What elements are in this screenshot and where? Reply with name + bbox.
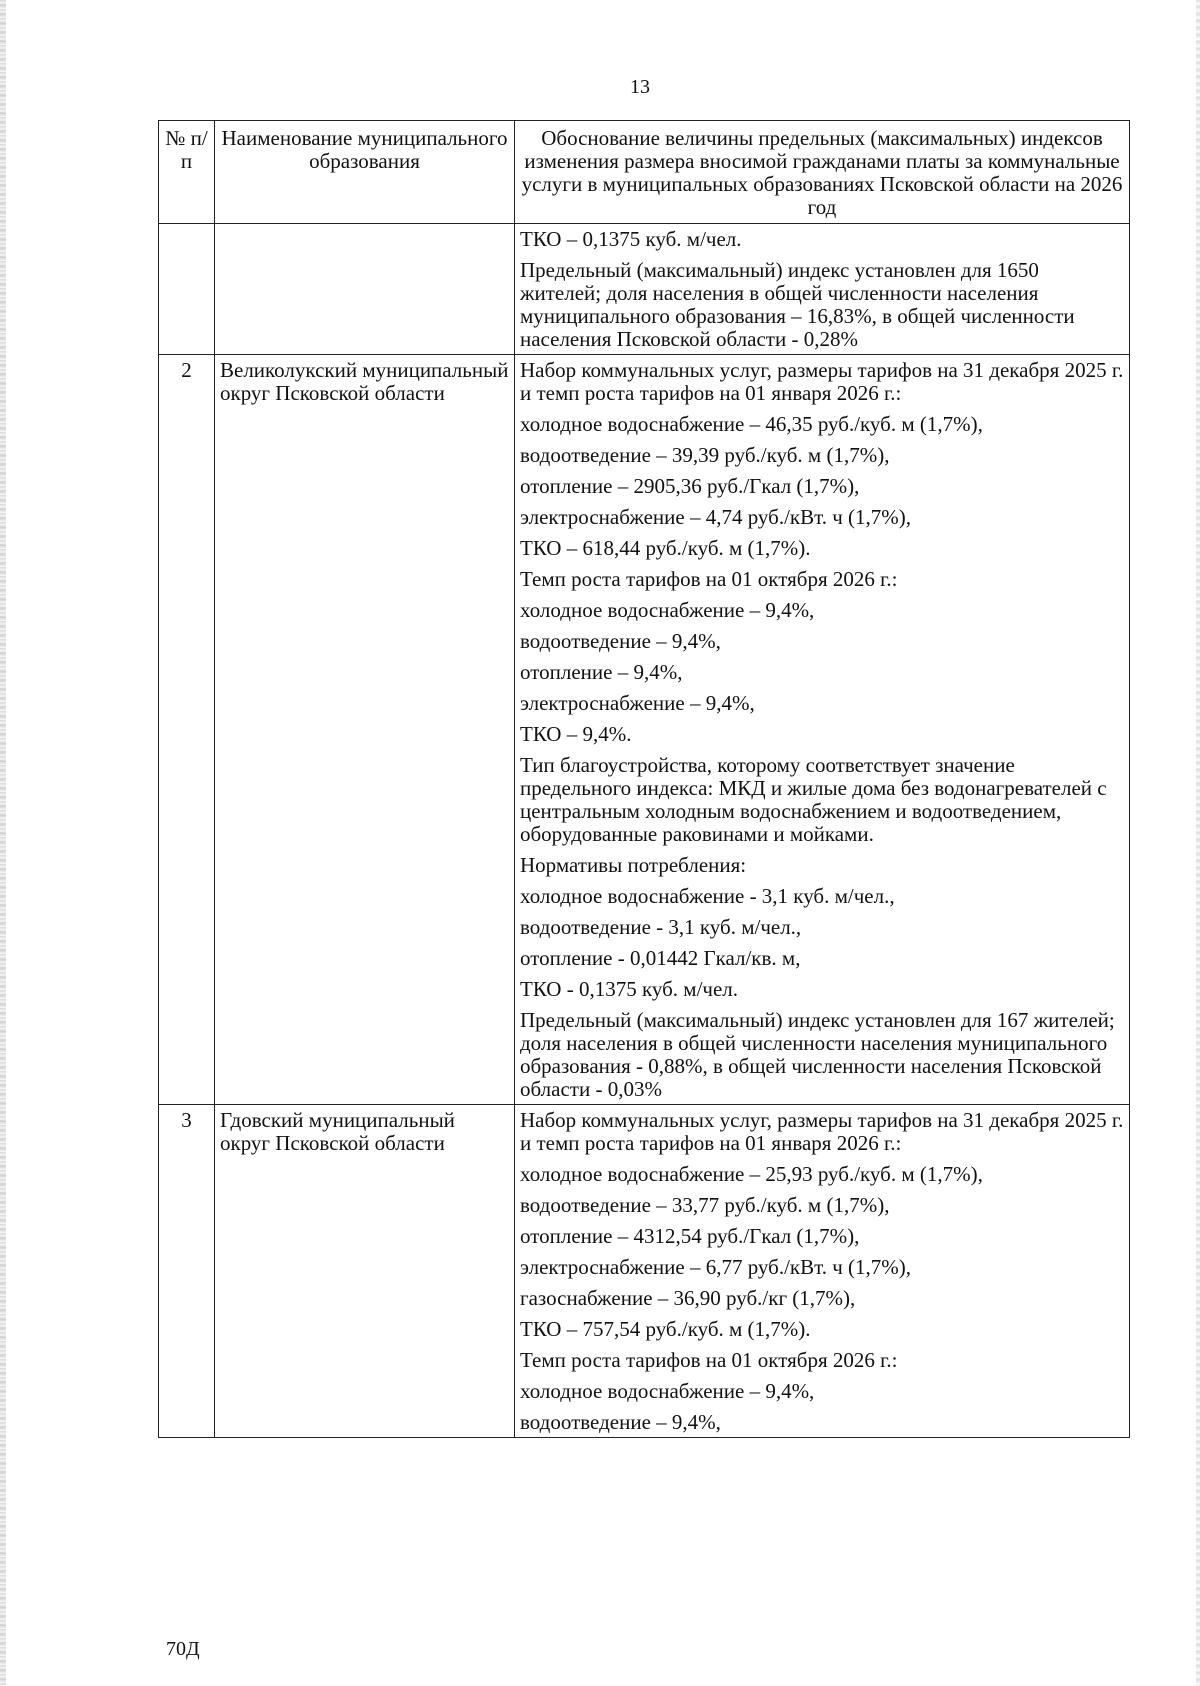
basis-paragraph: холодное водоснабжение – 46,35 руб./куб. м (1,7%), (520, 412, 983, 436)
municipality-name: Великолукский муниципальный округ Псковской области (215, 355, 515, 1105)
table-header-row (159, 121, 1130, 224)
basis-paragraph: газоснабжение – 36,90 руб./кг (1,7%), (520, 1286, 856, 1310)
page-number: 13 (630, 76, 650, 98)
row-number: 3 (159, 1105, 215, 1438)
header-municipality-name: Наименование муниципального образования (215, 121, 515, 224)
basis-paragraph: водоотведение – 33,77 руб./куб. м (1,7%), (520, 1193, 890, 1217)
row-number (159, 224, 215, 355)
basis-paragraph: Темп роста тарифов на 01 октября 2026 г.: (520, 567, 898, 591)
municipality-name (215, 224, 515, 355)
basis-paragraph: холодное водоснабжение – 9,4%, (520, 1379, 815, 1403)
basis-paragraph: ТКО - 0,1375 куб. м/чел. (520, 977, 739, 1001)
basis-paragraph: отопление – 4312,54 руб./Гкал (1,7%), (520, 1224, 860, 1248)
table-row (159, 1105, 1130, 1438)
basis-paragraph: водоотведение – 9,4%, (520, 629, 721, 653)
basis-paragraph: ТКО – 757,54 руб./куб. м (1,7%). (520, 1317, 811, 1341)
basis-paragraph: ТКО – 0,1375 куб. м/чел. (520, 227, 742, 251)
basis-paragraph: электроснабжение – 9,4%, (520, 691, 755, 715)
basis-paragraph: Предельный (максимальный) индекс установлен для 1650 жителей; доля населения в общей численности населения муниципального образования – 16,83%, в общей численности населения Псковской области - 0,28% (520, 258, 1075, 351)
index-basis-cell (515, 224, 1130, 355)
table-row (159, 355, 1130, 1105)
row-number: 2 (159, 355, 215, 1105)
index-basis-cell (515, 355, 1130, 1105)
basis-paragraph: электроснабжение – 4,74 руб./кВт. ч (1,7%), (520, 505, 912, 529)
basis-paragraph: электроснабжение – 6,77 руб./кВт. ч (1,7%), (520, 1255, 912, 1279)
basis-paragraph: ТКО – 618,44 руб./куб. м (1,7%). (520, 536, 811, 560)
basis-paragraph: Тип благоустройства, которому соответствует значение предельного индекса: МКД и жилые дома без водонагревателей с центральным холодным водоснабжением и водоотведением, оборудованные раковинами и мойками. (520, 753, 1107, 846)
basis-paragraph: Темп роста тарифов на 01 октября 2026 г.: (520, 1348, 898, 1372)
header-number: № п/п (159, 121, 215, 224)
scan-edge-right (1196, 0, 1200, 1686)
header-index-basis: Обоснование величины предельных (максимальных) индексов изменения размера вносимой гражданами платы за коммунальные услуги в муниципальных образованиях Псковской области на 2026 год (515, 121, 1130, 224)
scan-edge-left (0, 0, 6, 1686)
basis-paragraph: водоотведение – 9,4%, (520, 1410, 721, 1434)
basis-paragraph: водоотведение - 3,1 куб. м/чел., (520, 915, 802, 939)
basis-paragraph: холодное водоснабжение - 3,1 куб. м/чел., (520, 884, 895, 908)
basis-paragraph: водоотведение – 39,39 руб./куб. м (1,7%), (520, 443, 890, 467)
index-basis-cell (515, 1105, 1130, 1438)
basis-paragraph: холодное водоснабжение – 9,4%, (520, 598, 815, 622)
basis-paragraph: Предельный (максимальный) индекс установлен для 167 жителей; доля населения в общей численности населения муниципального образования - 0,88%, в общей численности населения Псковской области - 0,03% (520, 1008, 1115, 1101)
table-row (159, 224, 1130, 355)
basis-paragraph: холодное водоснабжение – 25,93 руб./куб. м (1,7%), (520, 1162, 983, 1186)
basis-paragraph: Набор коммунальных услуг, размеры тарифов на 31 декабря 2025 г. и темп роста тарифов на 01 января 2026 г.: (520, 358, 1124, 405)
basis-paragraph: Нормативы потребления: (520, 853, 747, 877)
footer-code: 70Д (166, 1638, 200, 1660)
tariff-index-table (158, 120, 1130, 1438)
basis-paragraph: ТКО – 9,4%. (520, 722, 632, 746)
basis-paragraph: отопление – 9,4%, (520, 660, 683, 684)
basis-paragraph: отопление - 0,01442 Гкал/кв. м, (520, 946, 801, 970)
table-body (159, 224, 1130, 1438)
municipality-name: Гдовский муниципальный округ Псковской области (215, 1105, 515, 1438)
basis-paragraph: Набор коммунальных услуг, размеры тарифов на 31 декабря 2025 г. и темп роста тарифов на 01 января 2026 г.: (520, 1108, 1124, 1155)
basis-paragraph: отопление – 2905,36 руб./Гкал (1,7%), (520, 474, 860, 498)
